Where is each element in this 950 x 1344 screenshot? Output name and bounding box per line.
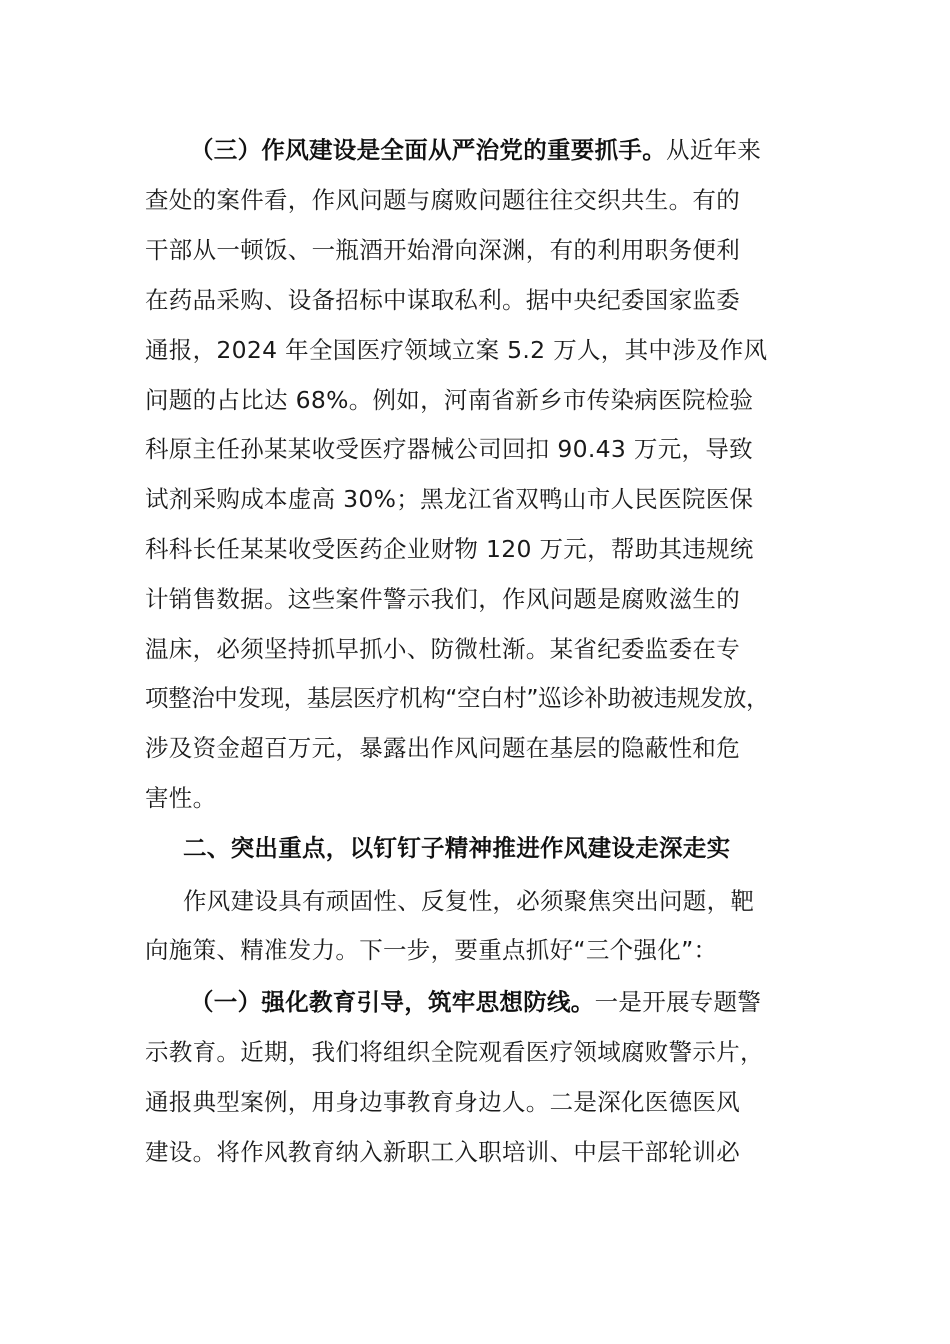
paragraph-line: 涉及资金超百万元，暴露出作风问题在基层的隐蔽性和危: [145, 734, 740, 762]
paragraph-line: 温床，必须坚持抓早抓小、防微杜渐。某省纪委监委在专: [145, 635, 740, 663]
paragraph-line: 在药品采购、设备招标中谋取私利。据中央纪委国家监委: [145, 286, 740, 314]
paragraph-line: 通报典型案例，用身边事教育身边人。二是深化医德医风: [145, 1088, 740, 1116]
paragraph-line: 向施策、精准发力。下一步，要重点抓好“三个强化”：: [145, 936, 718, 964]
paragraph-heading: （三）作风建设是全面从严治党的重要抓手。: [190, 136, 666, 164]
paragraph-line: 试剂采购成本虚高 30%；黑龙江省双鸭山市人民医院医保: [145, 485, 754, 513]
paragraph-heading: （一）强化教育引导，筑牢思想防线。: [190, 988, 595, 1016]
paragraph-line: 项整治中发现，基层医疗机构“空白村”巡诊补助被违规发放，: [145, 684, 770, 712]
paragraph-text: 从近年来: [666, 136, 762, 164]
paragraph-line: 通报，2024 年全国医疗领域立案 5.2 万人，其中涉及作风: [145, 336, 768, 364]
paragraph-line: 作风建设具有顽固性、反复性，必须聚焦突出问题，靶: [183, 887, 755, 915]
paragraph-text: 一是开展专题警: [594, 988, 762, 1016]
paragraph-line: 计销售数据。这些案件警示我们，作风问题是腐败滋生的: [145, 585, 740, 613]
paragraph-line: 害性。: [145, 784, 217, 812]
paragraph-line: 科科长任某某收受医药企业财物 120 万元，帮助其违规统: [145, 535, 754, 563]
paragraph-line: 科原主任孙某某收受医疗器械公司回扣 90.43 万元，导致: [145, 435, 753, 463]
paragraph-line: 查处的案件看，作风问题与腐败问题往往交织共生。有的: [145, 186, 740, 214]
paragraph-line: 示教育。近期，我们将组织全院观看医疗领域腐败警示片，: [145, 1038, 764, 1066]
paragraph-line: 问题的占比达 68%。例如，河南省新乡市传染病医院检验: [145, 386, 754, 414]
paragraph-line: 建设。将作风教育纳入新职工入职培训、中层干部轮训必: [145, 1138, 740, 1166]
section-heading: 二、突出重点，以钉钉子精神推进作风建设走深走实: [183, 834, 731, 862]
paragraph-line: 干部从一顿饭、一瓶酒开始滑向深渊，有的利用职务便利: [145, 236, 740, 264]
paragraph-line: [190, 984, 761, 1020]
paragraph-line: [190, 132, 761, 168]
